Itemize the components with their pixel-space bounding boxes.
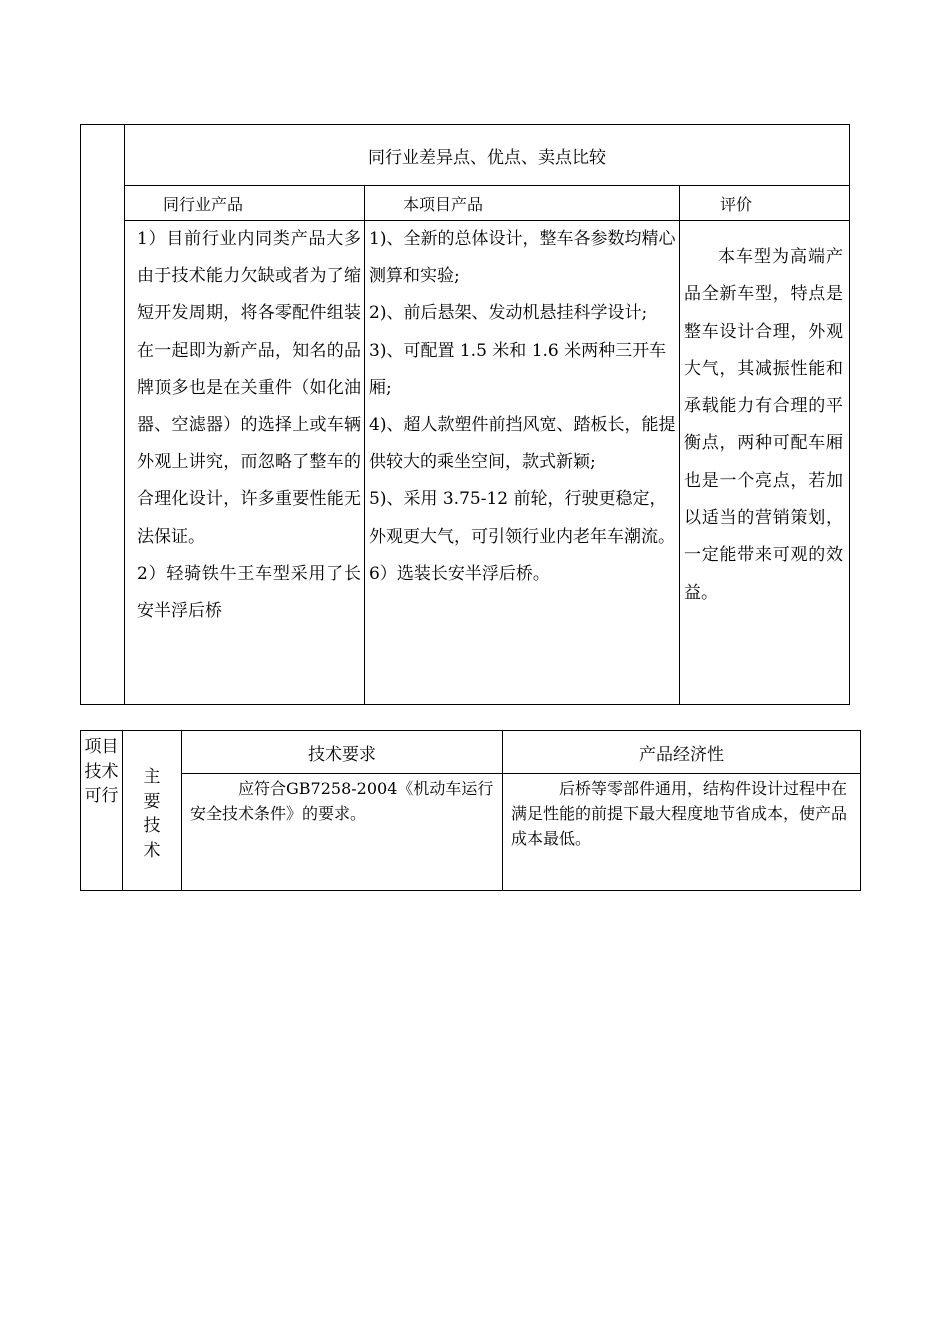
sub-label-main-tech: 主要技术 xyxy=(123,731,182,891)
industry-products-cell xyxy=(125,221,365,705)
industry-item: 1）目前行业内同类产品大多由于技术能力欠缺或者为了缩短开发周期，将各零配件组装在一起即为新产品，知名的品牌顶多也是在关重件（如化油器、空滤器）的选择上或车辆外观上讲究，而忽略了整车的合理化设计，许多重要性能无法保证。 xyxy=(137,229,361,547)
header-industry-products: 同行业产品 xyxy=(125,186,365,221)
project-item: 6）选装长安半浮后桥。 xyxy=(369,563,550,584)
feasibility-table xyxy=(80,730,861,891)
project-item: 1)、全新的总体设计，整车各参数均精心测算和实验; xyxy=(369,229,676,287)
project-item: 4)、超人款塑件前挡风宽、踏板长，能提供较大的乘坐空间，款式新颖; xyxy=(369,415,676,473)
project-item: 5)、采用 3.75-12 前轮，行驶更稳定，外观更大气，可引领行业内老年车潮流。 xyxy=(369,489,675,547)
header-product-economy: 产品经济性 xyxy=(503,731,861,774)
product-economy-text: 后桥等零部件通用，结构件设计过程中在满足性能的前提下最大程度地节省成本，使产品成本最低。 xyxy=(503,774,861,891)
project-products-cell xyxy=(365,221,680,705)
industry-item: 2）轻骑铁牛王车型采用了长安半浮后桥 xyxy=(137,563,361,622)
comparison-title: 同行业差异点、优点、卖点比较 xyxy=(125,125,850,186)
evaluation-cell xyxy=(680,221,850,705)
comparison-table xyxy=(80,124,850,705)
header-tech-requirement: 技术要求 xyxy=(182,731,503,774)
evaluation-text: 本车型为高端产品全新车型，特点是整车设计合理，外观大气，其减振性能和承载能力有合理的平衡点，两种可配车厢也是一个亮点，若加以适当的营销策划，一定能带来可观的效益。 xyxy=(684,247,844,603)
project-item: 2)、前后悬架、发动机悬挂科学设计; xyxy=(369,303,648,324)
project-item: 3)、可配置 1.5 米和 1.6 米两种三开车厢; xyxy=(369,340,667,398)
side-label-project-tech-feasibility: 项目技术可行 xyxy=(81,731,123,891)
header-project-products: 本项目产品 xyxy=(365,186,680,221)
tech-requirement-text: 应符合GB7258-2004《机动车运行安全技术条件》的要求。 xyxy=(182,774,503,891)
header-evaluation: 评价 xyxy=(680,186,850,221)
left-blank-cell xyxy=(81,125,125,705)
